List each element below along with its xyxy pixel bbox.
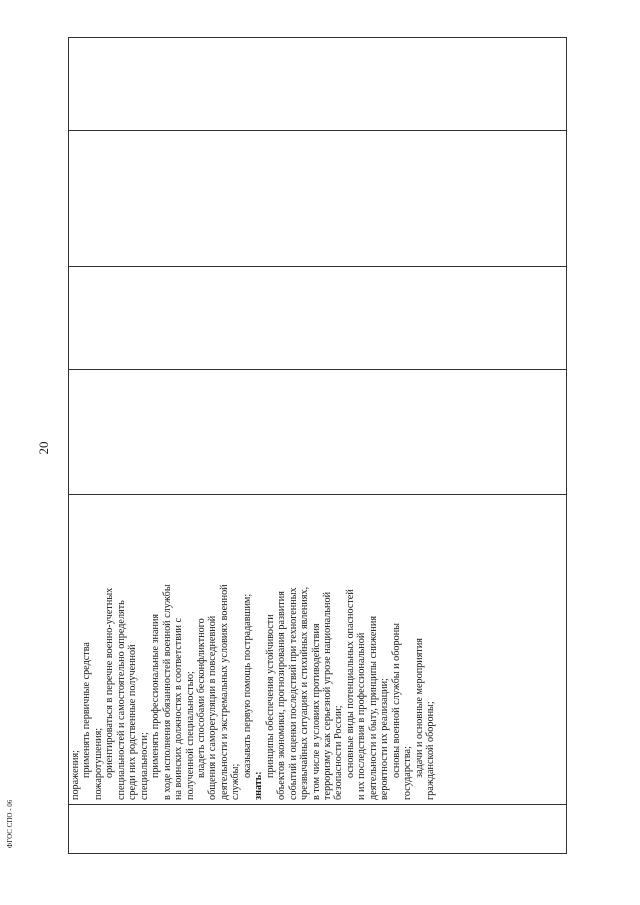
text-line: специальности; xyxy=(138,732,150,800)
text-line: задачи и основные мероприятия xyxy=(413,638,425,778)
text-line: принципы обеспечения устойчивости xyxy=(264,614,276,778)
text-line: вероятности их реализации; xyxy=(379,678,391,800)
text-line: полученной специальностью; xyxy=(184,671,196,800)
text-line: деятельности и экстремальных условиях военной xyxy=(218,584,230,800)
text-line: общения и саморегуляции в повседневной xyxy=(207,615,219,800)
text-line: терроризму как серьезной угрозе национальной xyxy=(321,591,333,800)
text-line: специальностей и самостоятельно определять xyxy=(115,600,127,800)
text-line: чрезвычайных ситуациях и стихийных явлениях, xyxy=(299,586,311,800)
text-line: событий и оценки последствий при техногенных xyxy=(287,587,299,800)
text-line: оказывать первую помощь пострадавшим; xyxy=(241,593,253,778)
text-line: гражданской обороны; xyxy=(425,701,437,800)
text-line: деятельности и быту, принципы снижения xyxy=(367,615,379,800)
table-column-divider xyxy=(69,369,566,370)
text-line: среди них родственные полученной xyxy=(127,644,139,800)
table-column-divider xyxy=(69,130,566,131)
document-code: ФГОС СПО - 06 xyxy=(6,799,14,849)
table-column-divider xyxy=(69,494,566,495)
text-line: в ходе исполнения обязанностей военной службы xyxy=(161,584,173,800)
table-column-divider xyxy=(69,804,566,805)
text-line: владеть способами бесконфликтного xyxy=(195,618,207,778)
standards-table xyxy=(68,37,567,854)
text-line: объектов экономики, прогнозирования развития xyxy=(276,591,288,800)
section-heading: знать: xyxy=(253,771,265,800)
text-line: и их последствия в профессиональной xyxy=(356,632,368,800)
text-line: основные виды потенциальных опасностей xyxy=(344,589,356,778)
text-line: на воинских должностях в соответствии с xyxy=(173,617,185,800)
text-line: пожаротушения; xyxy=(92,727,104,800)
page-number: 20 xyxy=(36,441,51,455)
text-line: ориентироваться в перечне военно-учетных xyxy=(104,587,116,778)
text-line: службы; xyxy=(230,763,242,800)
text-line: безопасности России; xyxy=(333,705,345,800)
text-line: основы военной службы и обороны xyxy=(390,623,402,778)
text-line: в том числе в условиях противодействия xyxy=(310,623,322,800)
text-line: поражения; xyxy=(70,749,81,800)
text-line: применять профессиональные знания xyxy=(150,613,162,778)
table-column-divider xyxy=(69,266,566,267)
text-line: государства; xyxy=(402,746,414,800)
text-line: применять первичные средства xyxy=(81,642,93,778)
competency-text-cell xyxy=(69,496,568,804)
